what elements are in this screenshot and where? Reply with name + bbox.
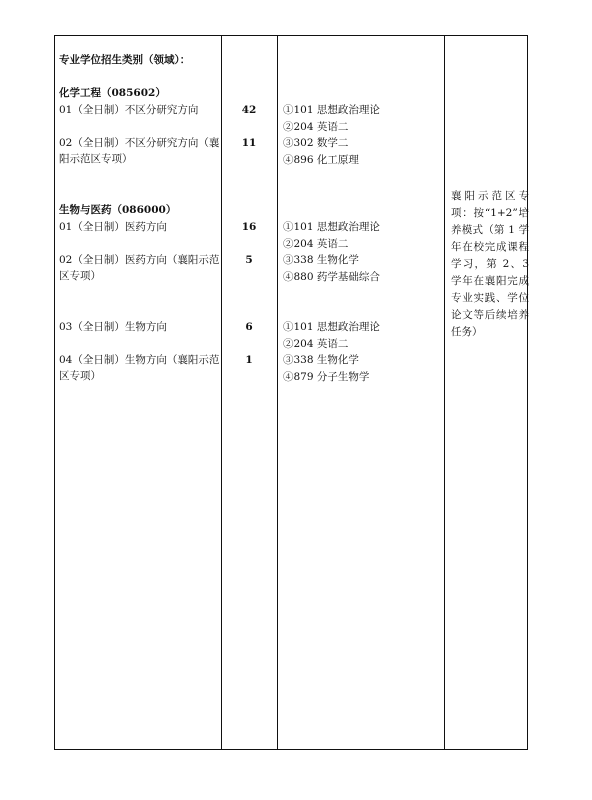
section-title-chemical-engineering: 化学工程（085602）	[59, 87, 166, 99]
exam-subject: ④880 药学基础综合	[283, 270, 380, 283]
program-name: 区专项）	[59, 370, 101, 382]
exam-subjects-chemical-engineering	[283, 102, 380, 168]
exam-subjects-medicine	[283, 219, 380, 285]
program-name: 01（全日制）不区分研究方向	[59, 104, 199, 116]
program-name: 阳示范区专项）	[59, 153, 133, 165]
column-divider	[444, 36, 445, 749]
enrollment-count: 11	[241, 137, 257, 149]
enrollment-count: 5	[245, 254, 253, 266]
exam-subject: ④879 分子生物学	[283, 370, 370, 383]
exam-subject: ①101 思想政治理论	[283, 221, 380, 233]
remarks-note: 襄阳示范区专项：按“1+2”培养模式（第 1 学年在校完成课程学习，第 2、3 学年在襄阳完成专业实践、学位论文等后续培养任务）	[451, 190, 529, 338]
program-name: 02（全日制）不区分研究方向（襄	[59, 137, 220, 149]
exam-subject: ④896 化工原理	[283, 153, 359, 166]
exam-subjects-biology	[283, 319, 380, 385]
program-name: 02（全日制）医药方向（襄阳示范	[59, 254, 220, 266]
exam-subject: ②204 英语二	[283, 237, 349, 250]
program-name: 区专项）	[59, 270, 101, 282]
enrollment-count: 16	[241, 221, 257, 233]
exam-subject: ③338 生物化学	[283, 354, 359, 366]
exam-subject: ①101 思想政治理论	[283, 321, 380, 333]
program-name: 01（全日制）医药方向	[59, 221, 167, 233]
exam-subject: ②204 英语二	[283, 120, 349, 133]
exam-subject: ③302 数学二	[283, 137, 349, 149]
enrollment-count: 1	[245, 354, 253, 366]
program-name: 04（全日制）生物方向（襄阳示范	[59, 354, 220, 366]
category-title: 专业学位招生类别（领域）：	[59, 54, 191, 66]
column-divider	[277, 36, 278, 749]
exam-subject: ②204 英语二	[283, 337, 349, 350]
exam-subject: ③338 生物化学	[283, 254, 359, 266]
enrollment-table	[54, 35, 528, 750]
enrollment-count: 42	[241, 104, 257, 116]
exam-subject: ①101 思想政治理论	[283, 104, 380, 116]
section-title-biology-medicine: 生物与医药（086000）	[59, 204, 177, 216]
program-name: 03（全日制）生物方向	[59, 321, 167, 333]
enrollment-count: 6	[245, 321, 253, 333]
